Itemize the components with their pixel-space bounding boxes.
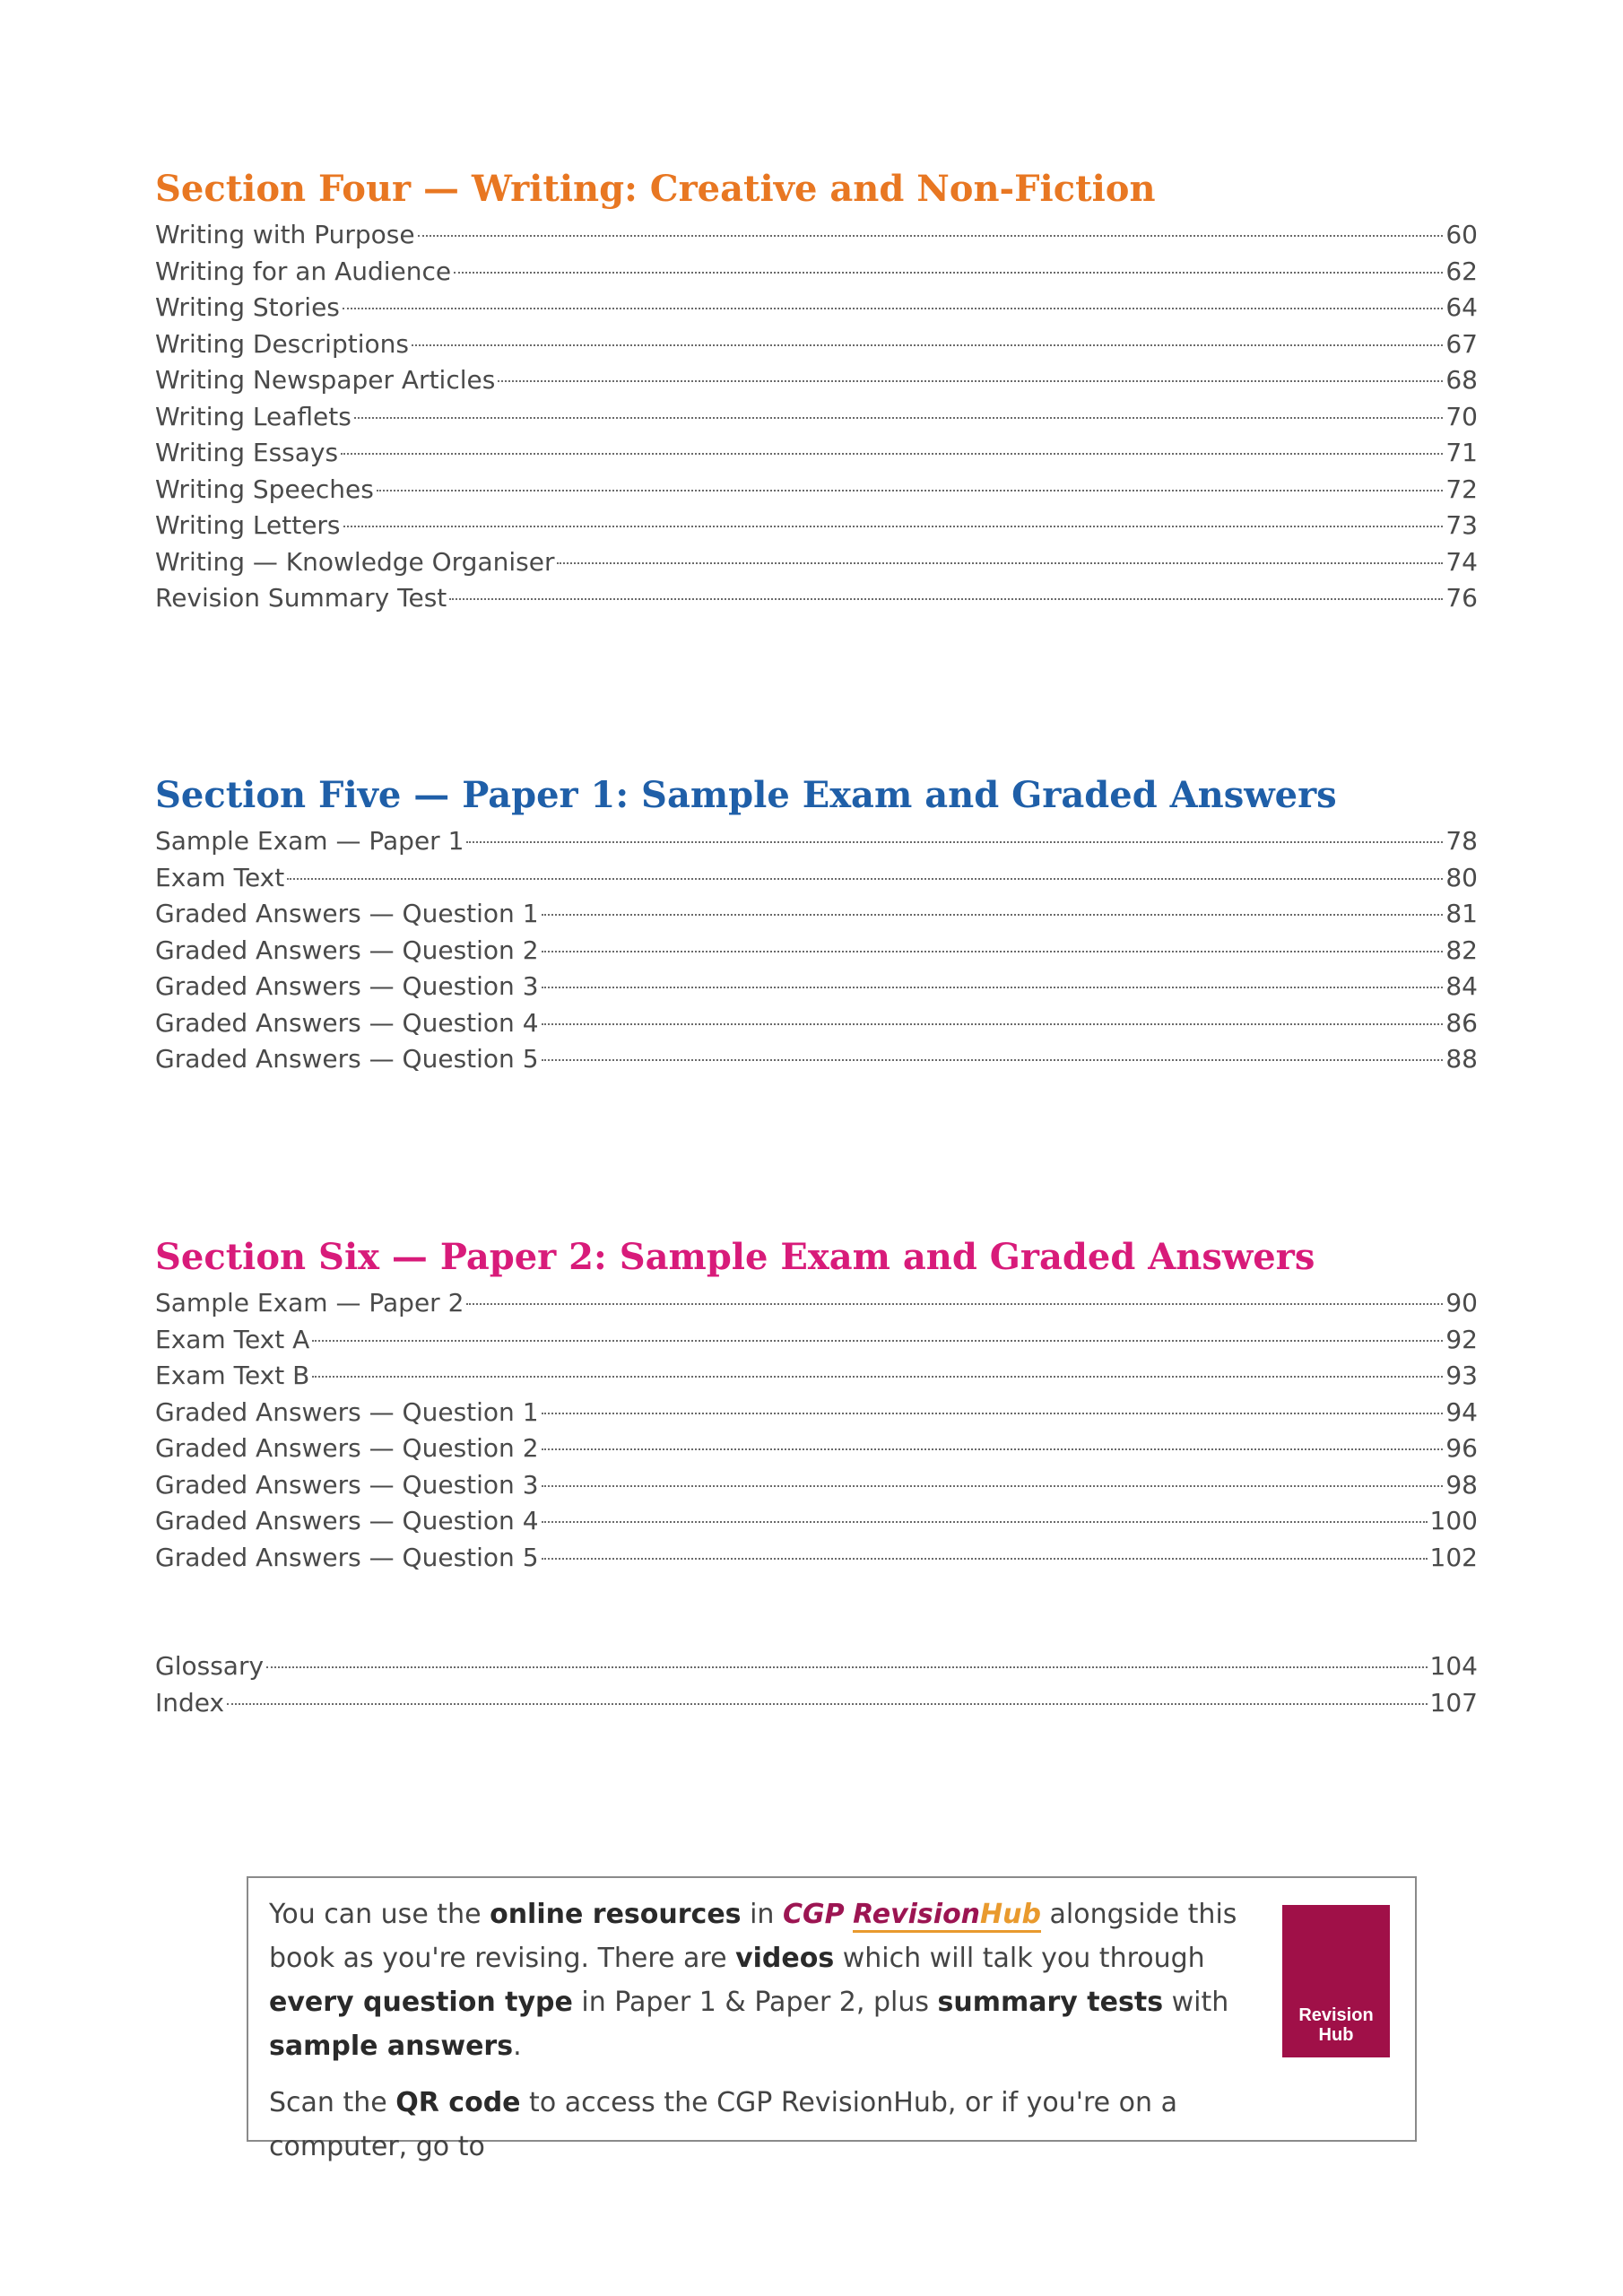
revisionhub-promo-box bbox=[247, 1876, 1417, 2162]
toc-entry-label: Graded Answers — Question 4 bbox=[155, 1506, 539, 1535]
section-six bbox=[155, 1235, 1478, 1576]
toc-entry[interactable] bbox=[155, 472, 1478, 509]
cgp-brand: CGP bbox=[782, 1899, 845, 1930]
toc-entry-page: 72 bbox=[1445, 474, 1478, 504]
toc-entry-page: 102 bbox=[1429, 1542, 1478, 1572]
toc-entry[interactable] bbox=[155, 399, 1478, 436]
toc-entry-label: Writing for an Audience bbox=[155, 256, 452, 286]
dot-leader bbox=[542, 914, 1444, 916]
dot-leader bbox=[287, 878, 1443, 880]
toc-entry[interactable] bbox=[155, 969, 1478, 1005]
toc-entry-page: 107 bbox=[1429, 1687, 1478, 1718]
promo-text-run: . bbox=[513, 2031, 522, 2062]
toc-entry-page: 80 bbox=[1445, 862, 1478, 892]
toc-entry[interactable] bbox=[155, 1431, 1478, 1467]
dot-leader bbox=[354, 417, 1444, 419]
toc-entry-label: Writing Newspaper Articles bbox=[155, 365, 496, 395]
dot-leader bbox=[449, 598, 1443, 600]
promo-paragraph-2 bbox=[269, 2081, 1255, 2169]
toc-entry[interactable] bbox=[155, 290, 1478, 326]
toc-entry-page: 90 bbox=[1445, 1288, 1478, 1318]
dot-leader bbox=[466, 841, 1443, 843]
toc-entry-page: 68 bbox=[1445, 365, 1478, 395]
toc-entry-label: Writing Letters bbox=[155, 510, 341, 540]
toc-entry-page: 78 bbox=[1445, 826, 1478, 856]
toc-entry-label: Graded Answers — Question 4 bbox=[155, 1007, 539, 1038]
promo-bold-every-question-type: every question type bbox=[269, 1987, 573, 2018]
dot-leader bbox=[227, 1703, 1427, 1705]
section-four-entries bbox=[155, 217, 1478, 617]
toc-entry[interactable] bbox=[155, 435, 1478, 472]
toc-entry-label: Graded Answers — Question 2 bbox=[155, 1433, 539, 1463]
toc-entry[interactable] bbox=[155, 326, 1478, 363]
toc-entry-page: 93 bbox=[1445, 1361, 1478, 1390]
toc-entry-label: Graded Answers — Question 3 bbox=[155, 971, 539, 1001]
promo-bold-sample-answers: sample answers bbox=[269, 2031, 514, 2062]
toc-entry-page: 96 bbox=[1445, 1433, 1478, 1463]
dot-leader bbox=[466, 1303, 1443, 1305]
toc-entry-label: Index bbox=[155, 1687, 225, 1718]
dot-leader bbox=[542, 1023, 1444, 1025]
toc-entry-label: Writing Leaflets bbox=[155, 401, 352, 431]
toc-entry-page: 70 bbox=[1445, 401, 1478, 431]
toc-entry[interactable] bbox=[155, 1322, 1478, 1359]
toc-entry-page: 71 bbox=[1445, 438, 1478, 467]
toc-entry-label: Writing Descriptions bbox=[155, 328, 409, 359]
promo-text-run: which will talk you through bbox=[834, 1943, 1205, 1974]
toc-entry-label: Graded Answers — Question 5 bbox=[155, 1044, 539, 1074]
section-five bbox=[155, 773, 1478, 1078]
toc-entry-label: Graded Answers — Question 2 bbox=[155, 935, 539, 965]
toc-entry-label: Graded Answers — Question 1 bbox=[155, 899, 539, 928]
toc-entry-page: 82 bbox=[1445, 935, 1478, 965]
dot-leader bbox=[312, 1340, 1443, 1342]
logo-line-1: Revision bbox=[1298, 2005, 1374, 2025]
section-four-title: Section Four — Writing: Creative and Non-Fiction bbox=[155, 168, 1156, 210]
toc-entry[interactable] bbox=[155, 1358, 1478, 1395]
dot-leader bbox=[498, 380, 1443, 382]
section-four bbox=[155, 167, 1478, 617]
promo-text-run: to access the CGP RevisionHub, or if you're on a computer, go to bbox=[269, 2087, 1177, 2162]
toc-entry[interactable] bbox=[155, 254, 1478, 291]
promo-paragraph-1 bbox=[269, 1892, 1255, 2068]
toc-entry[interactable] bbox=[155, 362, 1478, 399]
toc-entry-page: 104 bbox=[1429, 1651, 1478, 1681]
promo-text bbox=[269, 1892, 1255, 2169]
toc-entry[interactable] bbox=[155, 860, 1478, 897]
toc-entry-glossary[interactable] bbox=[155, 1648, 1478, 1685]
promo-bold-qr-code: QR code bbox=[395, 2087, 521, 2118]
toc-entry-label: Sample Exam — Paper 2 bbox=[155, 1288, 464, 1318]
toc-entry[interactable] bbox=[155, 508, 1478, 544]
promo-bold-videos: videos bbox=[735, 1943, 835, 1974]
toc-entry[interactable] bbox=[155, 1041, 1478, 1078]
dot-leader bbox=[542, 1558, 1428, 1560]
promo-text-run: in bbox=[741, 1899, 783, 1930]
toc-entry-page: 64 bbox=[1445, 292, 1478, 322]
dot-leader bbox=[412, 344, 1443, 346]
toc-entry-page: 62 bbox=[1445, 256, 1478, 286]
section-six-entries bbox=[155, 1285, 1478, 1576]
toc-entry-page: 74 bbox=[1445, 546, 1478, 577]
dot-leader bbox=[418, 235, 1444, 237]
toc-entry-page: 88 bbox=[1445, 1044, 1478, 1074]
toc-entry-page: 60 bbox=[1445, 220, 1478, 249]
dot-leader bbox=[343, 308, 1443, 309]
toc-entry-page: 76 bbox=[1445, 583, 1478, 613]
promo-text-run: alongside this book as you're revising. There are bbox=[269, 1899, 1237, 1974]
revisionhub-brand-revision: Revision bbox=[853, 1899, 980, 1933]
dot-leader bbox=[312, 1376, 1443, 1378]
toc-entry-page: 86 bbox=[1445, 1007, 1478, 1038]
toc-entry[interactable] bbox=[155, 933, 1478, 970]
toc-entry-page: 98 bbox=[1445, 1469, 1478, 1500]
toc-entry-label: Exam Text bbox=[155, 862, 285, 892]
promo-bold-online-resources: online resources bbox=[490, 1899, 742, 1930]
toc-entry-label: Writing Essays bbox=[155, 438, 339, 467]
dot-leader bbox=[557, 562, 1443, 564]
section-six-title: Section Six — Paper 2: Sample Exam and Graded Answers bbox=[155, 1236, 1315, 1278]
toc-entry-page: 92 bbox=[1445, 1324, 1478, 1354]
toc-entry-page: 84 bbox=[1445, 971, 1478, 1001]
revisionhub-logo-icon[interactable] bbox=[1282, 1905, 1390, 2057]
promo-text-run: Scan the bbox=[269, 2087, 396, 2118]
dot-leader bbox=[454, 272, 1443, 274]
toc-entry-page: 100 bbox=[1429, 1506, 1478, 1535]
dot-leader bbox=[542, 987, 1444, 988]
section-five-entries bbox=[155, 823, 1478, 1078]
toc-entry-page: 94 bbox=[1445, 1396, 1478, 1427]
dot-leader bbox=[542, 951, 1444, 952]
dot-leader bbox=[341, 453, 1443, 455]
dot-leader bbox=[542, 1521, 1428, 1523]
dot-leader bbox=[542, 1448, 1444, 1450]
toc-entry[interactable] bbox=[155, 580, 1478, 617]
toc-entry-label: Revision Summary Test bbox=[155, 583, 447, 613]
logo-line-2: Hub bbox=[1318, 2025, 1354, 2045]
promo-bold-summary-tests: summary tests bbox=[937, 1987, 1164, 2018]
glossary-index bbox=[155, 1648, 1478, 1721]
toc-entry-label: Graded Answers — Question 5 bbox=[155, 1542, 539, 1572]
toc-entry[interactable] bbox=[155, 1467, 1478, 1504]
toc-entry-page: 73 bbox=[1445, 510, 1478, 540]
revisionhub-brand-hub: Hub bbox=[980, 1899, 1041, 1933]
extra-entries bbox=[155, 1648, 1478, 1721]
toc-entry-page: 67 bbox=[1445, 328, 1478, 359]
dot-leader bbox=[542, 1059, 1444, 1061]
toc-entry[interactable] bbox=[155, 217, 1478, 254]
toc-entry[interactable] bbox=[155, 1005, 1478, 1042]
toc-entry-label: Writing Stories bbox=[155, 292, 340, 322]
dot-leader bbox=[377, 490, 1444, 491]
promo-text-run: You can use the bbox=[269, 1899, 490, 1930]
toc-entry-label: Graded Answers — Question 3 bbox=[155, 1469, 539, 1500]
promo-text-run: in Paper 1 & Paper 2, plus bbox=[572, 1987, 938, 2018]
toc-entry-label: Exam Text B bbox=[155, 1361, 310, 1390]
toc-entry[interactable] bbox=[155, 1503, 1478, 1540]
toc-entry-label: Sample Exam — Paper 1 bbox=[155, 826, 464, 856]
toc-entry-label: Writing with Purpose bbox=[155, 220, 415, 249]
toc-entry-page: 81 bbox=[1445, 899, 1478, 928]
toc-entry-label: Writing Speeches bbox=[155, 474, 374, 504]
toc-entry[interactable] bbox=[155, 1395, 1478, 1431]
toc-entry-label: Glossary bbox=[155, 1651, 265, 1681]
toc-entry-label: Writing — Knowledge Organiser bbox=[155, 546, 555, 577]
toc-entry[interactable] bbox=[155, 1540, 1478, 1577]
toc-entry-index[interactable] bbox=[155, 1685, 1478, 1722]
toc-entry[interactable] bbox=[155, 1285, 1478, 1322]
toc-entry[interactable] bbox=[155, 823, 1478, 860]
toc-entry-label: Graded Answers — Question 1 bbox=[155, 1396, 539, 1427]
toc-entry[interactable] bbox=[155, 544, 1478, 581]
dot-leader bbox=[542, 1413, 1444, 1414]
toc-entry-label: Exam Text A bbox=[155, 1324, 310, 1354]
dot-leader bbox=[542, 1485, 1444, 1487]
dot-leader bbox=[343, 526, 1444, 527]
toc-entry[interactable] bbox=[155, 896, 1478, 933]
section-five-title: Section Five — Paper 1: Sample Exam and Graded Answers bbox=[155, 774, 1337, 816]
promo-text-run: with bbox=[1163, 1987, 1229, 2018]
dot-leader bbox=[266, 1666, 1428, 1668]
